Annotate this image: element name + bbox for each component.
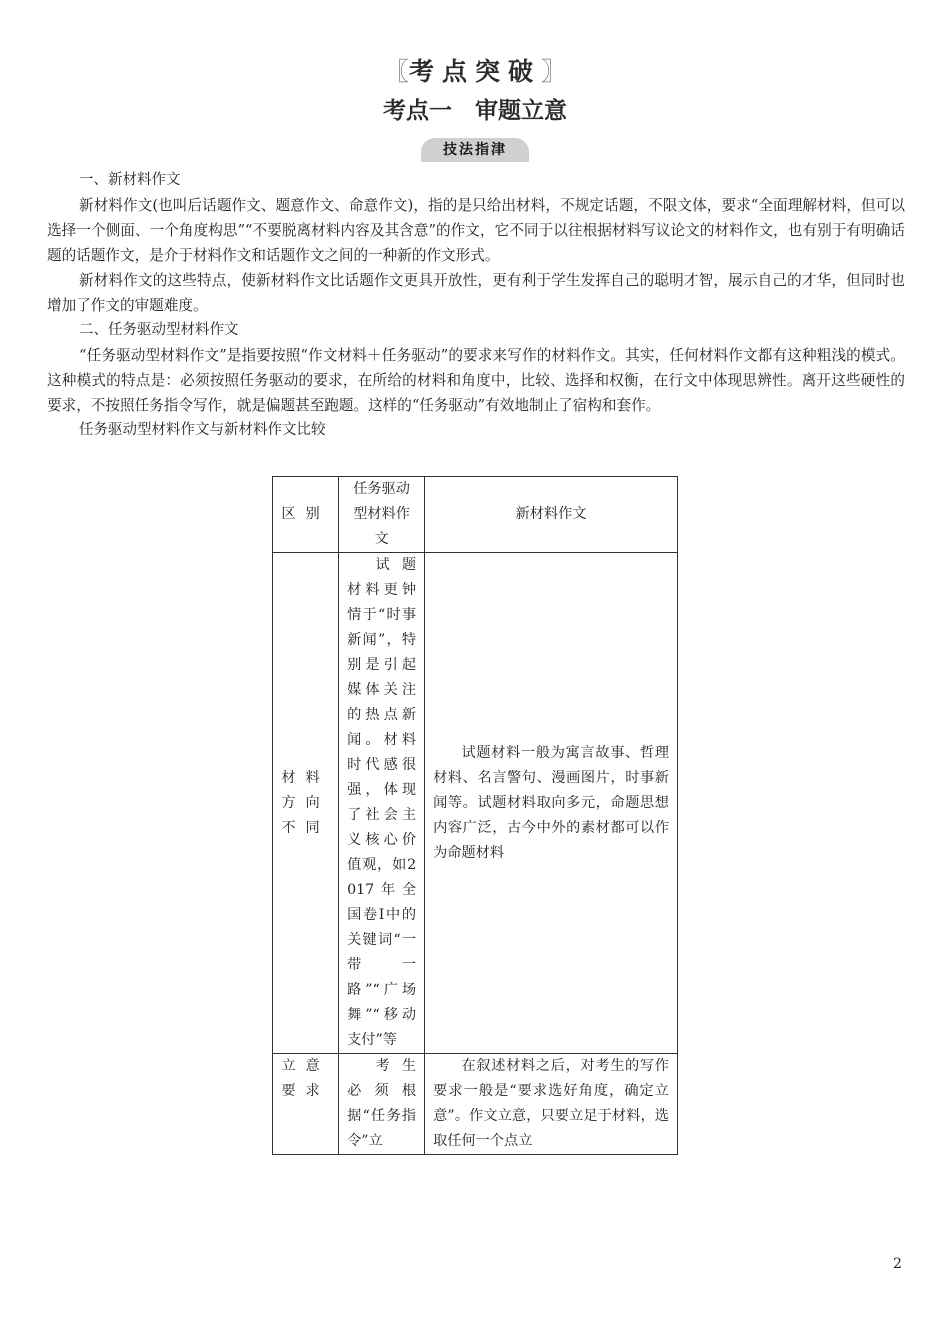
paragraph-1: 新材料作文(也叫后话题作文、题意作文、命意作文)，指的是只给出材料，不规定话题，不限文体，要求“全面理解材料，但可以选择一个侧面、一个角度构思”“不要脱离材料内容及其含意”的作文，它不同于以往根据材料写议论文的材料作文，也有别于有明确话题的话题作文，是介于材料作文和话题作文之间的一种新的作文形式。 [47,197,905,264]
header-cell-task-driven: 任务驱动型材料作文 [339,477,425,553]
cell-task-driven: 试题材料更钟情于“时事新闻”，特别是引起媒体关注的热点新闻。材料时代感很强，体现了社会主义核心价值观，如2017年全国卷Ⅰ中的关键词“一带一路”“广场舞”“移动支付”等 [339,553,425,1054]
header-cell-new-material: 新材料作文 [425,477,678,553]
section-heading-2: 二、任务驱动型材料作文 [79,322,239,338]
table-row [273,553,678,1054]
banner-left-bracket: 〖 [383,57,409,86]
cell-task-driven: 考生必须根据“任务指令”立 [339,1054,425,1155]
row-label-material-direction: 材料方向不同 [273,553,339,1054]
row-label-intent-requirement: 立意要求 [273,1054,339,1155]
section-banner [0,52,950,88]
page-subtitle: 考点一 审题立意 [383,97,567,124]
table-header-row [273,477,678,553]
table-row [273,1054,678,1155]
table-caption: 任务驱动型材料作文与新材料作文比较 [79,422,326,438]
method-pill-label: 技法指津 [421,138,529,162]
pill-container [0,138,950,162]
cell-new-material: 在叙述材料之后，对考生的写作要求一般是“要求选好角度，确定立意”。作文立意，只要立足于材料，选取任何一个点立 [425,1054,678,1155]
page-number: 2 [893,1256,902,1272]
header-cell-distinction: 区别 [273,477,339,553]
paragraph-2: 新材料作文的这些特点，使新材料作文比话题作文更具开放性，更有利于学生发挥自己的聪明才智，展示自己的才华，但同时也增加了作文的审题难度。 [47,272,905,314]
body-text [47,168,905,443]
cell-new-material: 试题材料一般为寓言故事、哲理材料、名言警句、漫画图片，时事新闻等。试题材料取向多元，命题思想内容广泛，古今中外的素材都可以作为命题材料 [425,553,678,1054]
banner-title: 考点突破 [408,57,541,86]
paragraph-3: “任务驱动型材料作文”是指要按照“作文材料＋任务驱动”的要求来写作的材料作文。其实，任何材料作文都有这种粗浅的模式。这种模式的特点是：必须按照任务驱动的要求，在所给的材料和角度中，比较、选择和权衡，在行文中体现思辨性。离开这些硬性的要求，不按照任务指令写作，就是偏题甚至跑题。这样的“任务驱动”有效地制止了宿构和套作。 [47,347,905,414]
section-heading-1: 一、新材料作文 [79,172,181,188]
banner-right-bracket: 〗 [541,57,567,86]
comparison-table [272,476,678,1155]
